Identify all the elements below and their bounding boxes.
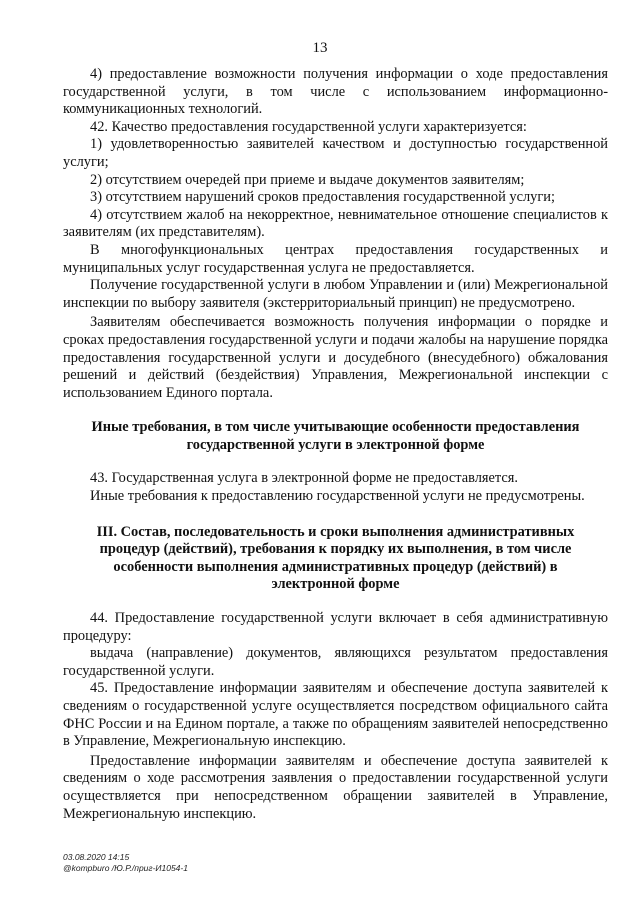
- paragraph-item-4b: 4) отсутствием жалоб на некорректное, невнимательное отношение специалистов к заявителям (их представителям).: [63, 206, 608, 241]
- section-heading-iii: III. Состав, последовательность и сроки выполнения административных процедур (действий), требования к порядку их выполнения, в том числе особенности выполнения административных процедур (действий) в электронной форме: [96, 523, 575, 593]
- paragraph-42: 42. Качество предоставления государственной услуги характеризуется:: [90, 118, 527, 135]
- paragraph-info-access: Заявителям обеспечивается возможность получения информации о порядке и сроках предоставления государственной услуги и подачи жалобы на нарушение порядка предоставления государственной услуги и досудебного (внесудебного) обжалования решений и действий (бездействия) Управления, Межрегиональной инспекции с использованием Единого портала.: [63, 314, 608, 401]
- document-body: [63, 66, 608, 823]
- paragraph-item-3: 3) отсутствием нарушений сроков предоставления государственной услуги;: [90, 189, 555, 206]
- paragraph-issuance: выдача (направление) документов, являющихся результатом предоставления государственной услуги.: [63, 645, 608, 679]
- paragraph-45: 45. Предоставление информации заявителям и обеспечение доступа заявителей к сведениям о государственной услуге осуществляется посредством официального сайта ФНС России и на Едином портале, а также по обращениям заявителей непосредственно в Управление, Межрегиональную инспекцию.: [63, 680, 608, 750]
- paragraph-item-2: 2) отсутствием очередей при приеме и выдаче документов заявителям;: [90, 171, 525, 188]
- page-number: 13: [312, 40, 328, 56]
- paragraph-item-4: 4) предоставление возможности получения информации о ходе предоставления государственной услуги, в том числе с использованием информационно-коммуникационных технологий.: [63, 66, 608, 118]
- paragraph-44: 44. Предоставление государственной услуги включает в себя административную процедуру:: [63, 610, 608, 644]
- footer-date: 03.08.2020 14:15: [63, 852, 130, 862]
- paragraph-mfc: В многофункциональных центрах предоставления государственных и муниципальных услуг государственная услуга не предоставляется.: [63, 241, 608, 276]
- footer-stamp: [63, 852, 188, 874]
- section-heading-electronic: Иные требования, в том числе учитывающие особенности предоставления государственной услуги в электронной форме: [91, 419, 580, 453]
- footer-author: @kompburo /Ю.Р./приг-И1054-1: [63, 863, 188, 873]
- paragraph-43: 43. Государственная услуга в электронной форме не предоставляется.: [90, 470, 518, 487]
- paragraph-other-requirements: Иные требования к предоставлению государственной услуги не предусмотрены.: [90, 488, 585, 505]
- paragraph-item-1: 1) удовлетворенностью заявителей качеством и доступностью государственной услуги;: [63, 136, 608, 170]
- paragraph-extraterritorial: Получение государственной услуги в любом Управлении и (или) Межрегиональной инспекции по выбору заявителя (экстерриториальный принцип) не предусмотрено.: [63, 277, 608, 311]
- paragraph-progress-info: Предоставление информации заявителям и обеспечение доступа заявителей к сведениям о ходе рассмотрения заявления о предоставлении государственной услуги осуществляется при непосредственном обращении заявителей в Управление, Межрегиональную инспекцию.: [63, 752, 608, 822]
